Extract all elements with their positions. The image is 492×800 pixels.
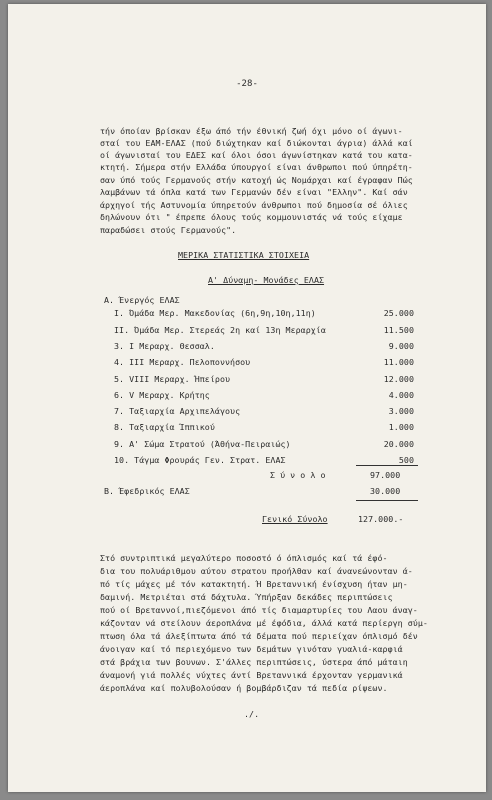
grand-total-value: 127.000.-	[358, 514, 404, 524]
unit-strength: 20.000	[383, 439, 414, 449]
paragraph-line: λαμβάνων τά όπλα κατά των Γερμανών δέν είναι "Ελλην". Καί σάν	[100, 187, 408, 197]
paragraph-line: παραδώσει στούς Γερμανούς".	[100, 225, 237, 235]
unit-strength: 11.500	[383, 325, 414, 335]
unit-strength: 11.000	[383, 357, 414, 367]
unit-name: ΙΙ. Όμάδα Μερ. Στερεάς 2η καί 13η Μεραρχία	[114, 325, 326, 335]
paragraph-line: σταί του ΕΑΜ-ΕΛΑΣ (πού διώχτηκαν καί διώκονται άγρια) άλλά καί	[100, 138, 413, 148]
total-rule	[356, 500, 418, 501]
unit-name: 7. Ταξιαρχία Αρχιπελάγους	[114, 406, 241, 416]
unit-name: 10. Τάγμα Φρουράς Γεν. Στρατ. ΕΛΑΣ	[114, 455, 286, 465]
sum-label: Σ ύ ν ο λ ο	[270, 470, 326, 480]
unit-name: 8. Ταξιαρχία Ίππικού	[114, 422, 215, 432]
paragraph-line: στά βράχια των βουνων. Σ'άλλες περιπτώσεις, ύστερα άπό μάταιη	[100, 657, 408, 667]
paragraph-line: άεροπλάνα καί πολυβολούσαν ή βομβάρδιζαν τά πεδία ρίψεων.	[100, 683, 388, 693]
forces-subheading: Α' Δύναμη- Μονάδες ΕΛΑΣ	[208, 275, 325, 285]
unit-name: 5. VIII Μεραρχ. Ήπείρου	[114, 374, 231, 384]
unit-strength: 12.000	[383, 374, 414, 384]
document-page	[8, 4, 486, 792]
paragraph-line: άρχηγοί τής Αστυνομία ύπηρετούν άνθρωποι πού δημοσία σέ όλιες	[100, 200, 408, 210]
grand-total-label: Γενικό Σύνολο	[262, 514, 328, 524]
unit-strength: 25.000	[383, 308, 414, 318]
section-a-label: Α. Ένεργός ΕΛΑΣ	[104, 295, 180, 305]
unit-strength: 1.000	[388, 422, 414, 432]
sum-rule	[356, 465, 418, 466]
paragraph-line: τήν όποίαν βρίσκαν έξω άπό τήν έθνική ζωή όχι μόνο οί άγωνι-	[100, 126, 403, 136]
unit-strength: 9.000	[388, 341, 414, 351]
paragraph-line: δαμινή. Μετριέται στά δάχτυλα. Ύπήρξαν δεκάδες περιπτώσεις	[100, 592, 393, 602]
paragraph-line: δια του πολυάριθμου αύτου στρατου προήλθαν καί άνανεώνονταν ά-	[100, 566, 413, 576]
paragraph-line: κτητή. Σήμερα στήν Ελλάδα ύπουργοί είναι άνθρωποι πού ύπηρέτη-	[100, 162, 413, 172]
unit-strength: 500	[398, 455, 414, 465]
paragraph-line: άναμονή γιά πολλές νύχτες άντί Βρεταννικά έρχονταν γερμανικά	[100, 670, 403, 680]
unit-strength: 3.000	[388, 406, 414, 416]
unit-name: 6. V Μεραρχ. Κρήτης	[114, 390, 210, 400]
section-b-label: Β. Έφεδρικός ΕΛΑΣ	[104, 486, 190, 496]
paragraph-line: Στό συντριπτικά μεγαλύτερο ποσοστό ό όπλισμός καί τά έφό-	[100, 553, 388, 563]
unit-name: 4. ΙΙΙ Μεραρχ. Πελοποννήσου	[114, 357, 251, 367]
paragraph-line: σαν ύπό τούς Γερμανούς στήν κατοχή ώς Νομάρχαι καί έγραφαν Πώς	[100, 175, 413, 185]
paragraph-line: πό τίς μάχες μέ τόν κατακτητή. Ή Βρεταννική ένίσχυση ήταν μη-	[100, 579, 408, 589]
unit-name: 3. Ι Μεραρχ. Θεσσαλ.	[114, 341, 215, 351]
page-end-mark: ./.	[244, 709, 260, 719]
paragraph-line: πτωση όλα τά άλεξίπτωτα άπό τά δέματα πού περιείχαν όπλισμό δέν	[100, 631, 418, 641]
paragraph-line: πού οί Βρεταννοί,πιεζόμενοι άπό τίς διαμαρτυρίες του Λαου άναγ-	[100, 605, 418, 615]
unit-name: Ι. Όμάδα Μερ. Μακεδονίας (6η,9η,10η,11η)	[114, 308, 316, 318]
sum-value: 97.000	[370, 470, 401, 480]
statistics-heading: ΜΕΡΙΚΑ ΣΤΑΤΙΣΤΙΚΑ ΣΤΟΙΧΕΙΑ	[178, 250, 310, 260]
unit-name: 9. Α' Σώμα Στρατού (Άθήνα-Πειραιώς)	[114, 439, 291, 449]
unit-strength: 4.000	[388, 390, 414, 400]
paragraph-line: δηλώνουν ότι " έπρεπε όλους τούς κομμουνιστάς νά τούς είχαμε	[100, 212, 403, 222]
page-number: -28-	[236, 79, 258, 89]
paragraph-line: άνοιγαν καί τό περιεχόμενο των δεμάτων γινόταν γυαλιά-καρφιά	[100, 644, 403, 654]
paragraph-line: οί άγωνισταί του ΕΔΕΣ καί όλοι όσοι άγωνίστηκαν κατά του κατα-	[100, 150, 413, 160]
paragraph-line: κάζονταν νά στείλουν άεροπλάνα μέ έφόδια, άλλά κατά περίεργη σύμ-	[100, 618, 428, 628]
section-b-value: 30.000	[370, 486, 401, 496]
